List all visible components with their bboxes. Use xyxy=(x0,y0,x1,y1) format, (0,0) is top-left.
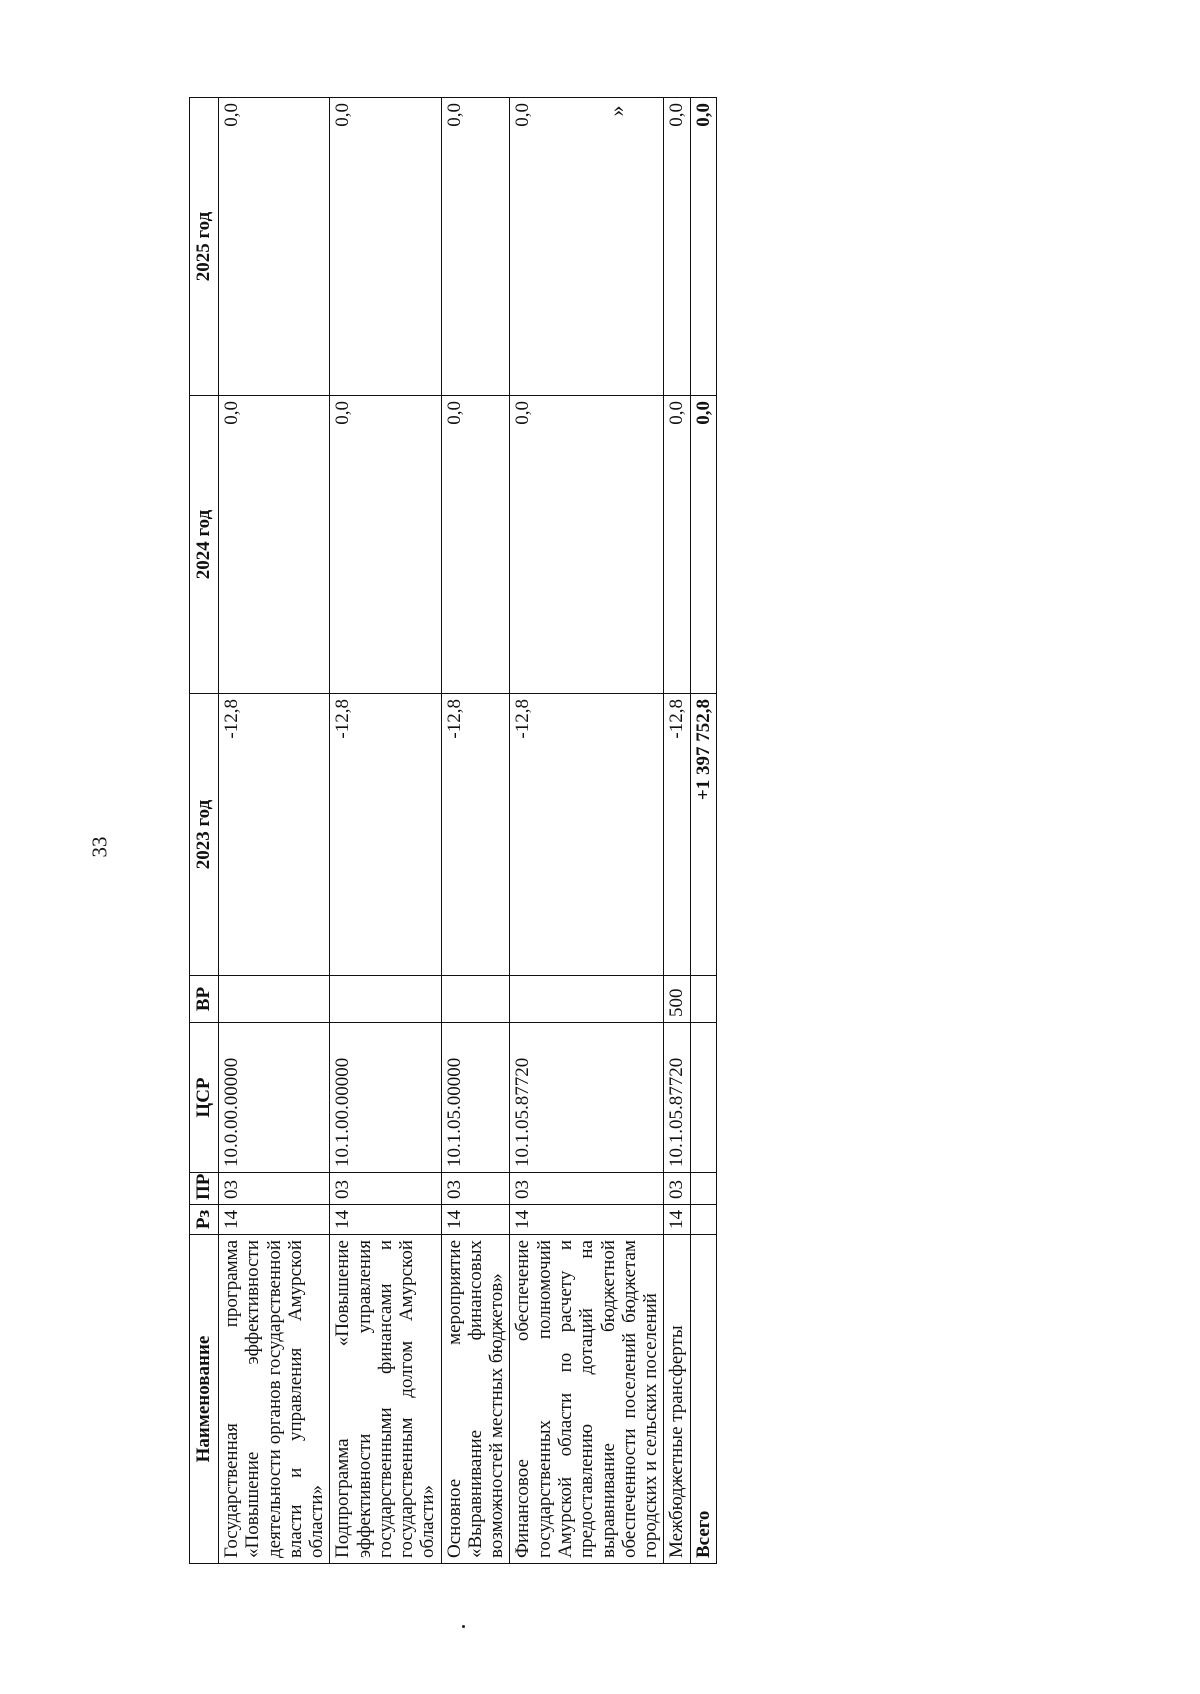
total-vr xyxy=(690,976,716,1023)
table-row xyxy=(330,98,441,1564)
row-name: Финансовое обеспечение государственных полномочий Амурской области по расчету и предоставлению дотаций на выравнивание бюджетной обеспеченности поселений бюджетам городских и сельских поселений xyxy=(510,1235,664,1564)
row-2023: -12,8 xyxy=(219,694,330,976)
row-rz: 14 xyxy=(510,1205,664,1235)
total-2025: 0,0 xyxy=(690,98,716,396)
row-pr: 03 xyxy=(441,1173,510,1205)
row-2025: 0,0 xyxy=(219,98,330,396)
row-vr xyxy=(219,976,330,1023)
total-2023: +1 397 752,8 xyxy=(690,694,716,976)
row-2023: -12,8 xyxy=(510,694,664,976)
row-2024: 0,0 xyxy=(510,396,664,694)
table-row xyxy=(664,98,690,1564)
page-number: 33 xyxy=(87,836,112,858)
total-row xyxy=(690,98,716,1564)
total-2024: 0,0 xyxy=(690,396,716,694)
header-pr: ПР xyxy=(190,1173,219,1205)
row-csr: 10.1.05.87720 xyxy=(664,1023,690,1173)
row-2025: 0,0 xyxy=(510,98,664,396)
header-vr: ВР xyxy=(190,976,219,1023)
scan-speck xyxy=(462,1625,465,1628)
table-row xyxy=(441,98,510,1564)
row-pr: 03 xyxy=(510,1173,664,1205)
row-rz: 14 xyxy=(219,1205,330,1235)
row-vr xyxy=(330,976,441,1023)
row-name: Основное мероприятие «Выравнивание финансовых возможностей местных бюджетов» xyxy=(441,1235,510,1564)
row-vr xyxy=(441,976,510,1023)
row-rz: 14 xyxy=(664,1205,690,1235)
closing-quote: » xyxy=(604,105,629,117)
row-2024: 0,0 xyxy=(441,396,510,694)
row-2023: -12,8 xyxy=(330,694,441,976)
row-name: Подпрограмма «Повышение эффективности управления государственными финансами и государственным долгом Амурской области» xyxy=(330,1235,441,1564)
header-2025: 2025 год xyxy=(190,98,219,396)
header-2024: 2024 год xyxy=(190,396,219,694)
row-pr: 03 xyxy=(664,1173,690,1205)
total-rz xyxy=(690,1205,716,1235)
row-rz: 14 xyxy=(441,1205,510,1235)
total-pr xyxy=(690,1173,716,1205)
table-row xyxy=(219,98,330,1564)
row-rz: 14 xyxy=(330,1205,441,1235)
header-rz: Рз xyxy=(190,1205,219,1235)
row-csr: 10.1.05.00000 xyxy=(441,1023,510,1173)
row-csr: 10.1.05.87720 xyxy=(510,1023,664,1173)
row-pr: 03 xyxy=(219,1173,330,1205)
row-2023: -12,8 xyxy=(664,694,690,976)
budget-table xyxy=(189,97,717,1564)
header-csr: ЦСР xyxy=(190,1023,219,1173)
table-row xyxy=(510,98,664,1564)
row-2024: 0,0 xyxy=(664,396,690,694)
row-name: Государственная программа «Повышение эффективности деятельности органов государственной власти и управления Амурской области» xyxy=(219,1235,330,1564)
row-name: Межбюджетные трансферты xyxy=(664,1235,690,1564)
row-vr: 500 xyxy=(664,976,690,1023)
row-2024: 0,0 xyxy=(330,396,441,694)
row-2023: -12,8 xyxy=(441,694,510,976)
rotated-table-container xyxy=(189,98,714,1564)
header-2023: 2023 год xyxy=(190,694,219,976)
row-2025: 0,0 xyxy=(441,98,510,396)
total-name: Всего xyxy=(690,1235,716,1564)
row-csr: 10.1.00.00000 xyxy=(330,1023,441,1173)
row-2024: 0,0 xyxy=(219,396,330,694)
row-2025: 0,0 xyxy=(330,98,441,396)
total-csr xyxy=(690,1023,716,1173)
row-2025: 0,0 xyxy=(664,98,690,396)
row-vr xyxy=(510,976,664,1023)
header-name: Наименование xyxy=(190,1235,219,1564)
table-header-row xyxy=(190,98,219,1564)
row-pr: 03 xyxy=(330,1173,441,1205)
row-csr: 10.0.00.00000 xyxy=(219,1023,330,1173)
